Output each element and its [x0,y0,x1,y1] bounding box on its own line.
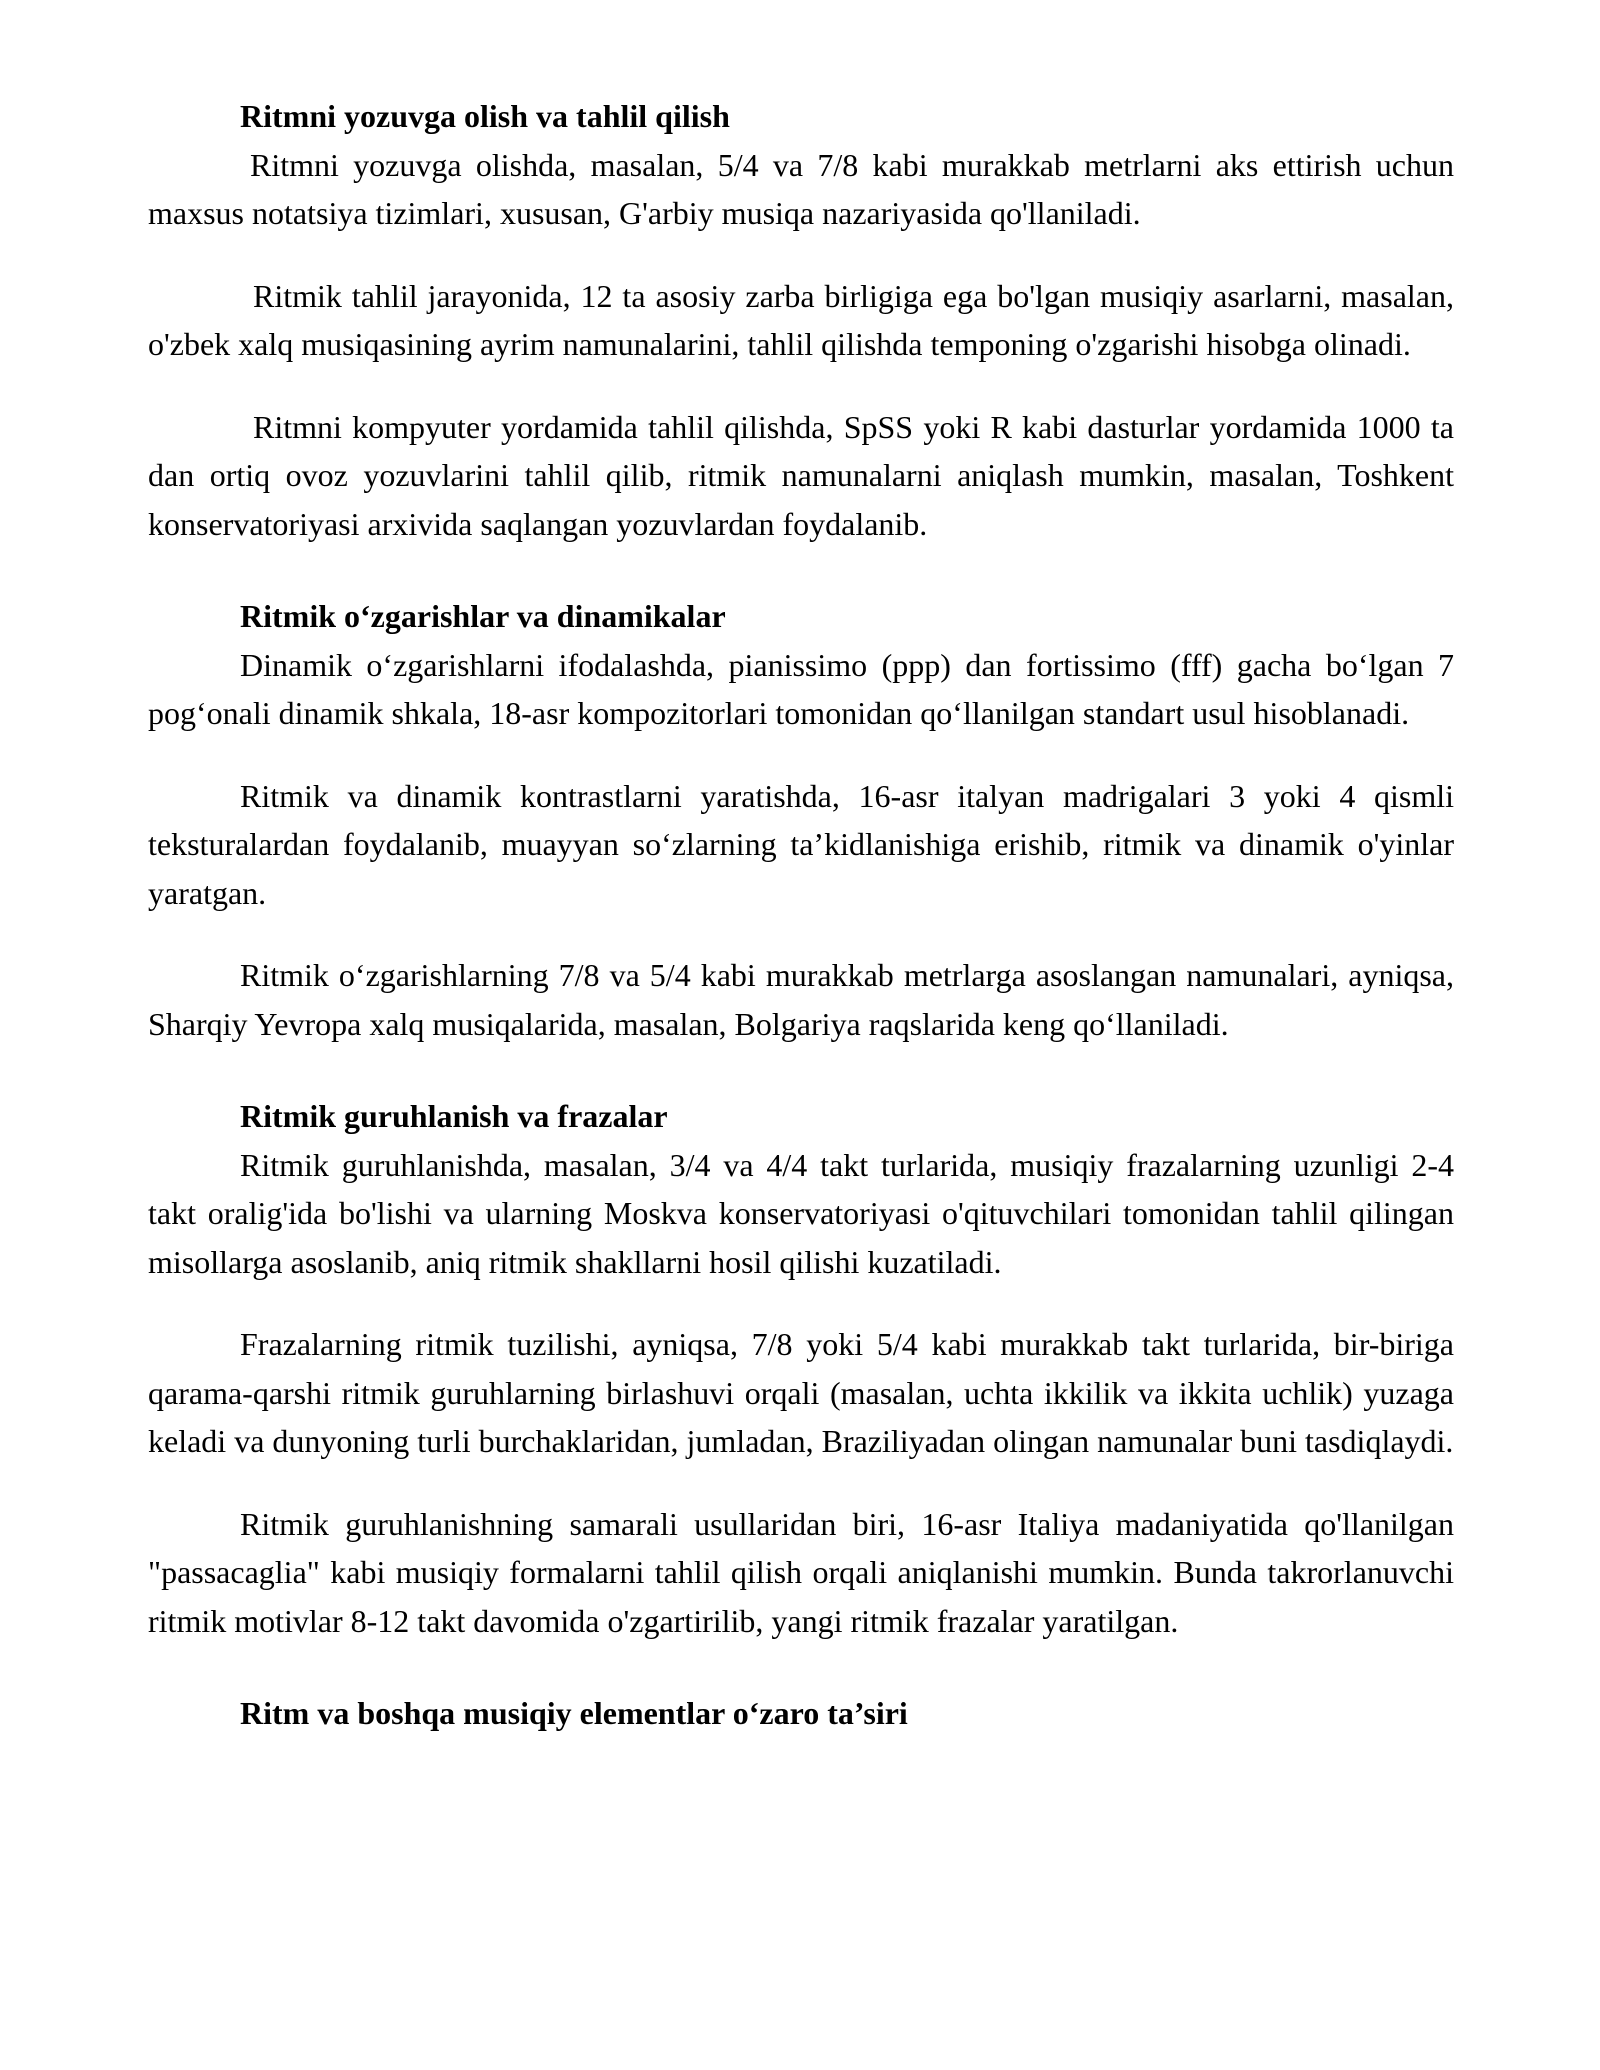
paragraph: Ritmik guruhlanishda, masalan, 3/4 va 4/4 takt turlarida, musiqiy frazalarning uzunligi 2-4 takt oralig'ida bo'lishi va ularning Moskva konservatoriyasi o'qituvchilari tomonidan tahlil qilingan misollarga asoslanib, aniq ritmik shakllarni hosil qilishi kuzatiladi. [148,1146,1454,1280]
section-heading: Ritmni yozuvga olish va tahlil qilish [240,98,730,134]
paragraph: Ritmik o‘zgarishlarning 7/8 va 5/4 kabi murakkab metrlarga asoslangan namunalari, ayniqsa, Sharqiy Yevropa xalq musiqalarida, masalan, Bolgariya raqslarida keng qo‘llaniladi. [148,957,1454,1042]
section-rhythmic-grouping [148,1092,1454,1645]
paragraph: Ritmik va dinamik kontrastlarni yaratishda, 16-asr italyan madrigalari 3 yoki 4 qismli teksturalardan foydalanib, muayyan so‘zlarning ta’kidlanishiga erishib, ritmik va dinamik o'yinlar yaratgan. [148,777,1454,911]
section-heading: Ritm va boshqa musiqiy elementlar o‘zaro ta’siri [240,1695,908,1731]
paragraph: Frazalarning ritmik tuzilishi, ayniqsa, 7/8 yoki 5/4 kabi murakkab takt turlarida, bir-biriga qarama-qarshi ritmik guruhlarning birlashuvi orqali (masalan, uchta ikkilik va ikkita uchlik) yuzaga keladi va dunyoning turli burchaklaridan, jumladan, Braziliyadan olingan namunalar buni tasdiqlaydi. [148,1326,1454,1459]
paragraph: Ritmik tahlil jarayonida, 12 ta asosiy zarba birligiga ega bo'lgan musiqiy asarlarni, masalan, o'zbek xalq musiqasining ayrim namunalarini, tahlil qilishda temponing o'zgarishi hisobga olinadi. [148,277,1454,362]
section-heading: Ritmik o‘zgarishlar va dinamikalar [240,598,726,634]
document-body [148,92,1454,1738]
paragraph: Dinamik o‘zgarishlarni ifodalashda, pianissimo (ppp) dan fortissimo (fff) gacha bo‘lgan 7 pog‘onali dinamik shkala, 18-asr kompozitorlari tomonidan qo‘llanilgan standart usul hisoblanadi. [148,646,1454,731]
paragraph: Ritmik guruhlanishning samarali usullaridan biri, 16-asr Italiya madaniyatida qo'llanilgan "passacaglia" kabi musiqiy formalarni tahlil qilish orqali aniqlanishi mumkin. Bunda takrorlanuvchi ritmik motivlar 8-12 takt davomida o'zgartirilib, yangi ritmik frazalar yaratilgan. [148,1505,1454,1639]
section-heading: Ritmik guruhlanish va frazalar [240,1098,668,1134]
section-rhythmic-changes [148,592,1454,1048]
paragraph: Ritmni kompyuter yordamida tahlil qilishda, SpSS yoki R kabi dasturlar yordamida 1000 ta dan ortiq ovoz yozuvlarini tahlil qilib, ritmik namunalarni aniqlash mumkin, masalan, Toshkent konservatoriyasi arxivida saqlangan yozuvlardan foydalanib. [148,408,1454,542]
section-rhythm-interaction [148,1689,1454,1738]
paragraph: Ritmni yozuvga olishda, masalan, 5/4 va 7/8 kabi murakkab metrlarni aks ettirish uchun maxsus notatsiya tizimlari, xususan, G'arbiy musiqa nazariyasida qo'llaniladi. [148,146,1454,231]
section-rhythm-notation [148,92,1454,548]
